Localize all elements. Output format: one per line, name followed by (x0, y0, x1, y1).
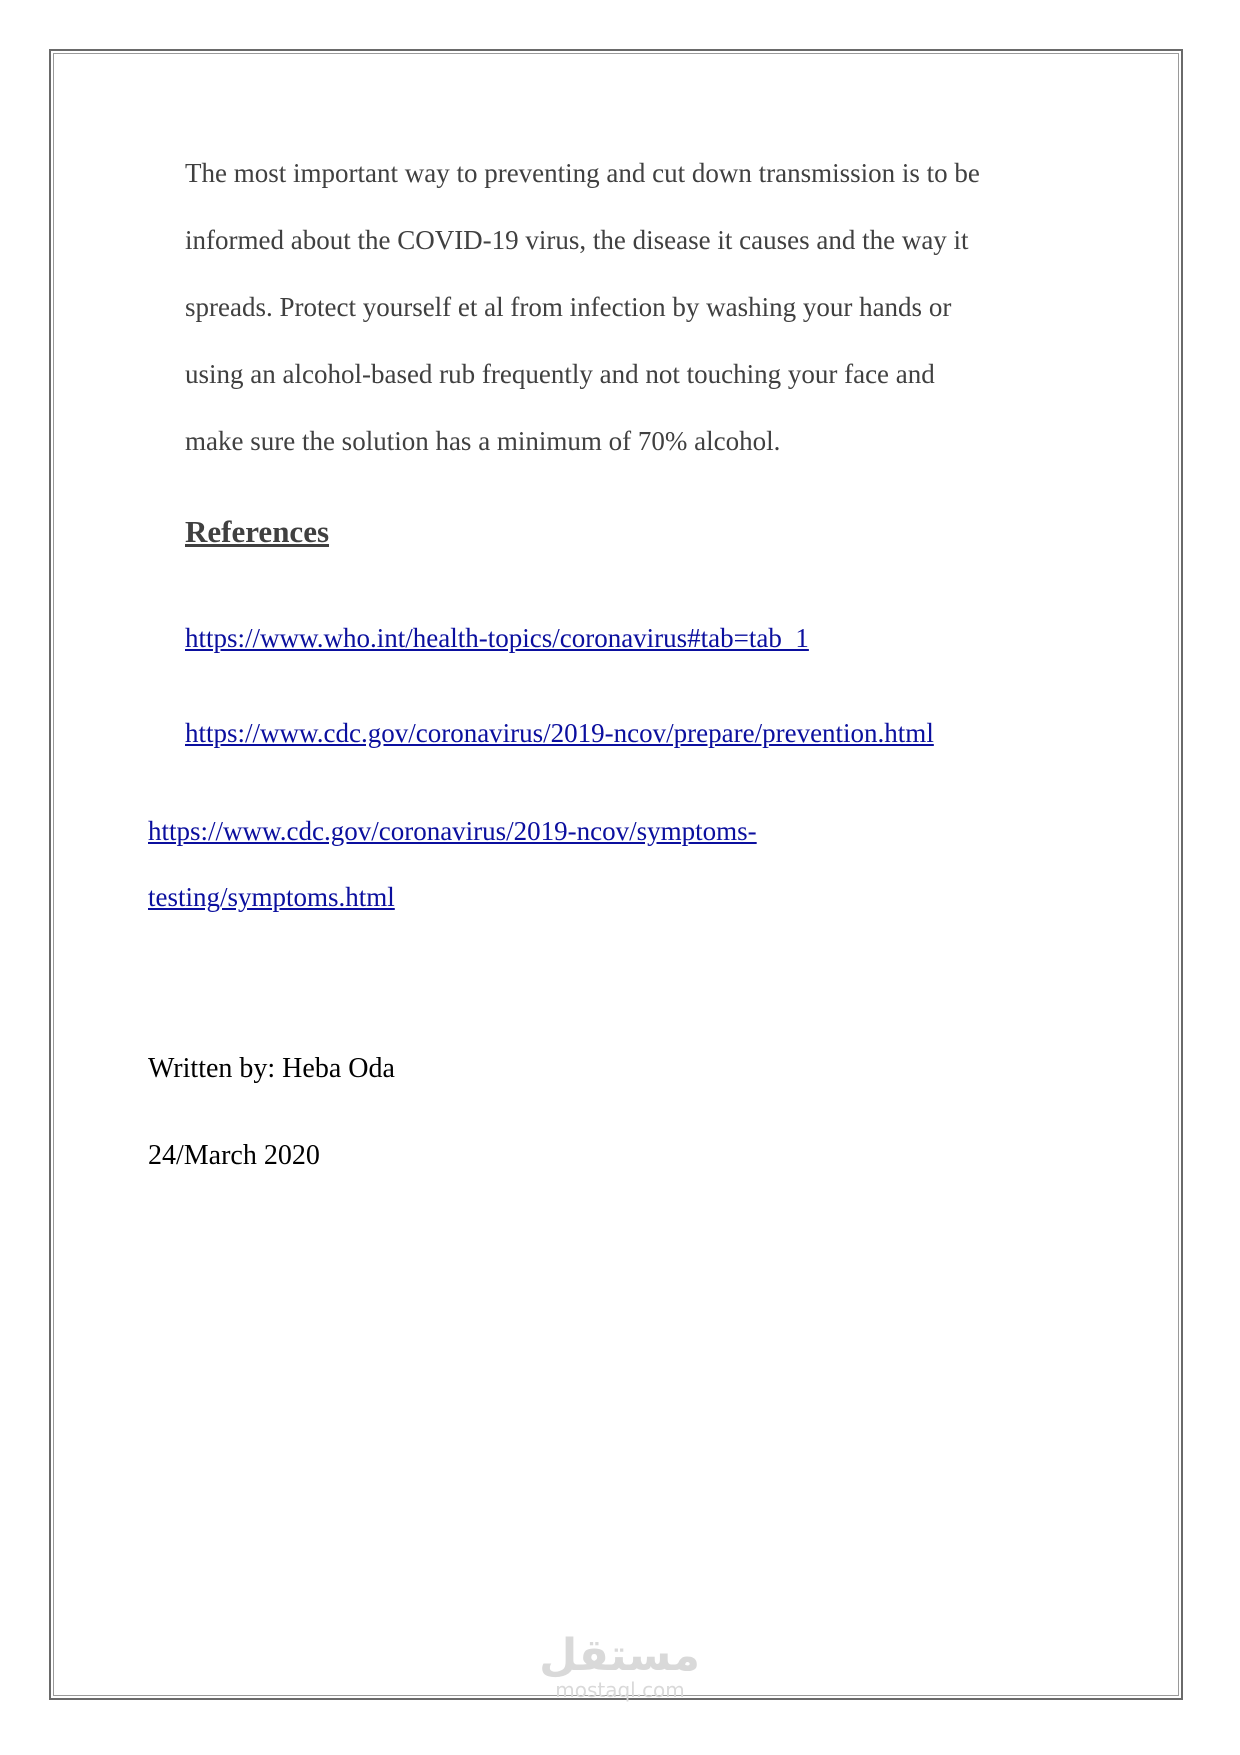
watermark-url: mostaql.com (555, 1678, 685, 1702)
paragraph-line: using an alcohol-based rub frequently and not touching your face and (185, 359, 935, 389)
reference-link-cdc-symptoms[interactable] (148, 798, 757, 930)
paragraph-line: The most important way to preventing and cut down transmission is to be (185, 158, 980, 188)
author-line: Written by: Heba Oda (148, 1053, 395, 1084)
watermark (539, 1630, 700, 1702)
reference-link-text: testing/symptoms.html (148, 882, 395, 912)
reference-link-text: https://www.cdc.gov/coronavirus/2019-ncov/symptoms- (148, 816, 757, 846)
paragraph-line: make sure the solution has a minimum of 70% alcohol. (185, 426, 781, 456)
date-line: 24/March 2020 (148, 1140, 320, 1171)
body-paragraph (185, 140, 1065, 475)
reference-link-text: https://www.who.int/health-topics/coronavirus#tab=tab_1 (185, 623, 809, 653)
reference-link-who[interactable] (185, 620, 809, 656)
paragraph-line: spreads. Protect yourself et al from infection by washing your hands or (185, 292, 952, 322)
references-heading: References (185, 514, 330, 549)
reference-link-cdc-prevention[interactable] (185, 715, 934, 751)
watermark-logo: مستقل (539, 1630, 700, 1681)
reference-link-text: https://www.cdc.gov/coronavirus/2019-ncov/prepare/prevention.html (185, 718, 934, 748)
paragraph-line: informed about the COVID-19 virus, the disease it causes and the way it (185, 225, 969, 255)
